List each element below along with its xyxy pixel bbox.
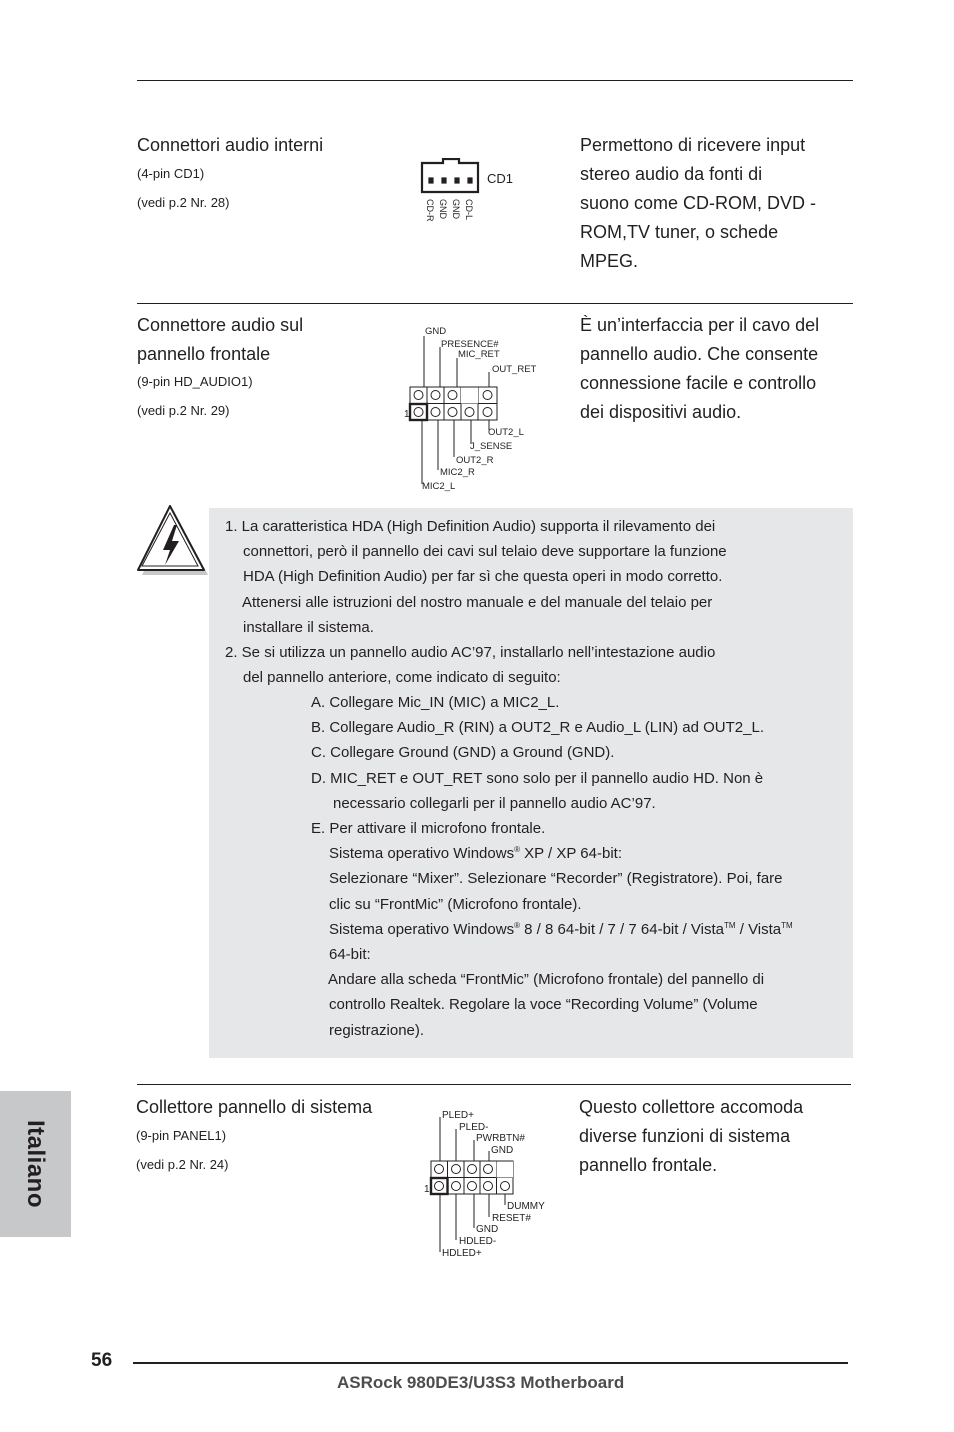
panel-ref: (vedi p.2 Nr. 24) xyxy=(136,1157,229,1172)
hd-audio-diagram xyxy=(400,320,560,495)
hd-audio-pin1: 1 xyxy=(404,409,410,420)
step-e-w8-3: Andare alla scheda “FrontMic” (Microfono frontale) del pannello di xyxy=(328,971,765,989)
hd-label-out2-r: OUT2_R xyxy=(456,455,494,466)
step-a: A. Collegare Mic_IN (MIC) a MIC2_L. xyxy=(311,694,560,711)
hd-audio-title: Connettore audio sul pannello frontale xyxy=(137,315,304,364)
hd-label-mic-ret: MIC_RET xyxy=(458,349,500,360)
cd1-description: Permettono di ricevere input stereo audio da fonti di suono come CD-ROM, DVD - ROM,TV tuner, o schede MPEG. xyxy=(580,135,817,271)
warning-triangle-icon xyxy=(134,503,210,575)
cd1-name: CD1 xyxy=(487,171,514,186)
hd-label-presence: PRESENCE# xyxy=(441,339,499,350)
footer-rule xyxy=(133,1362,848,1364)
page-number: 56 xyxy=(91,1350,113,1371)
step-c: C. Collegare Ground (GND) a Ground (GND). xyxy=(311,744,615,762)
cd1-ref: (vedi p.2 Nr. 28) xyxy=(137,195,230,210)
note-item-1: 1. La caratteristica HDA (High Definition Audio) supporta il rilevamento dei connettori, però il pannello dei cavi sul telaio deve supportare la funzione HDA (High Definition Audio) per far sì che questa operi in modo corretto. Attenersi alle istruzioni del nostro manuale e del manuale del telaio per installare il sistema. xyxy=(225,518,727,636)
cd1-pins: (4-pin CD1) xyxy=(137,166,205,181)
panel-label-hdled-minus: HDLED- xyxy=(459,1236,497,1247)
panel-diagram xyxy=(418,1101,558,1261)
cd1-pin-label: CD-L xyxy=(464,199,474,221)
hd-label-gnd: GND xyxy=(425,326,447,337)
cd1-diagram xyxy=(410,158,540,234)
hd-audio-ref: (vedi p.2 Nr. 29) xyxy=(137,403,230,418)
note-steps xyxy=(311,690,793,1043)
note-item-2: 2. Se si utilizza un pannello audio AC’97, installarlo nell’intestazione audio del pannello anteriore, come indicato di seguito: xyxy=(225,644,716,687)
step-e-w8-4: controllo Realtek. Regolare la voce “Recording Volume” (Volume xyxy=(329,996,758,1014)
cd1-title: Connettori audio interni xyxy=(137,135,324,155)
hd-audio-description: È un’interfaccia per il cavo del pannello audio. Che consente connessione facile e controllo dei dispositivi audio. xyxy=(580,315,820,422)
hd-label-mic2-l: MIC2_L xyxy=(422,481,456,492)
panel-label-reset: RESET# xyxy=(492,1213,531,1224)
hd-label-mic2-r: MIC2_R xyxy=(440,467,475,478)
cd1-pin-label: GND xyxy=(451,199,461,219)
language-tab-label: Italiano xyxy=(22,1119,49,1209)
hd-audio-pins: (9-pin HD_AUDIO1) xyxy=(137,374,253,389)
step-e-xp-1: Selezionare “Mixer”. Selezionare “Recorder” (Registratore). Poi, fare xyxy=(329,870,783,888)
panel-label-pwrbtn: PWRBTN# xyxy=(476,1133,525,1144)
step-d: D. MIC_RET e OUT_RET sono solo per il pannello audio HD. Non è xyxy=(311,769,764,787)
panel-label-pled-minus: PLED- xyxy=(459,1122,489,1133)
note-box xyxy=(209,508,853,1058)
step-e-xp: Sistema operativo Windows® XP / XP 64-bit: xyxy=(329,845,622,863)
step-e-w8-2: 64-bit: xyxy=(329,946,371,964)
panel-pins: (9-pin PANEL1) xyxy=(136,1128,227,1143)
cd1-pins xyxy=(429,178,472,183)
step-b: B. Collegare Audio_R (RIN) a OUT2_R e Audio_L (LIN) ad OUT2_L. xyxy=(311,719,764,737)
top-rule xyxy=(137,80,853,81)
step-d-cont: necessario collegarli per il pannello audio AC’97. xyxy=(333,794,656,812)
section-rule xyxy=(137,303,853,304)
panel-label-gnd-top: GND xyxy=(491,1145,514,1156)
panel-label-hdled-plus: HDLED+ xyxy=(442,1248,482,1259)
panel-pin1: 1 xyxy=(424,1184,430,1195)
panel-label-pled-plus: PLED+ xyxy=(442,1110,474,1121)
step-e: E. Per attivare il microfono frontale. xyxy=(311,820,546,838)
footer-title: ASRock 980DE3/U3S3 Motherboard xyxy=(337,1373,625,1392)
hd-label-out2-l: OUT2_L xyxy=(488,427,524,438)
step-e-w8: Sistema operativo Windows® 8 / 8 64-bit / 7 / 7 64-bit / Vista™ / Vista™ xyxy=(329,920,793,938)
language-tab xyxy=(0,1091,71,1237)
panel-title: Collettore pannello di sistema xyxy=(136,1097,373,1117)
step-e-w8-5: registrazione). xyxy=(329,1021,425,1039)
cd1-pin-label: CD-R xyxy=(425,199,435,222)
step-e-xp-2: clic su “FrontMic” (Microfono frontale). xyxy=(329,895,582,913)
panel-description: Questo collettore accomoda diverse funzioni di sistema pannello frontale. xyxy=(579,1097,804,1175)
section-rule xyxy=(137,1084,851,1085)
panel-label-dummy: DUMMY xyxy=(507,1201,545,1212)
hd-label-j-sense: J_SENSE xyxy=(470,441,513,452)
hd-label-out-ret: OUT_RET xyxy=(492,364,537,375)
cd1-pin-label: GND xyxy=(438,199,448,219)
panel-label-gnd-bottom: GND xyxy=(476,1224,499,1235)
